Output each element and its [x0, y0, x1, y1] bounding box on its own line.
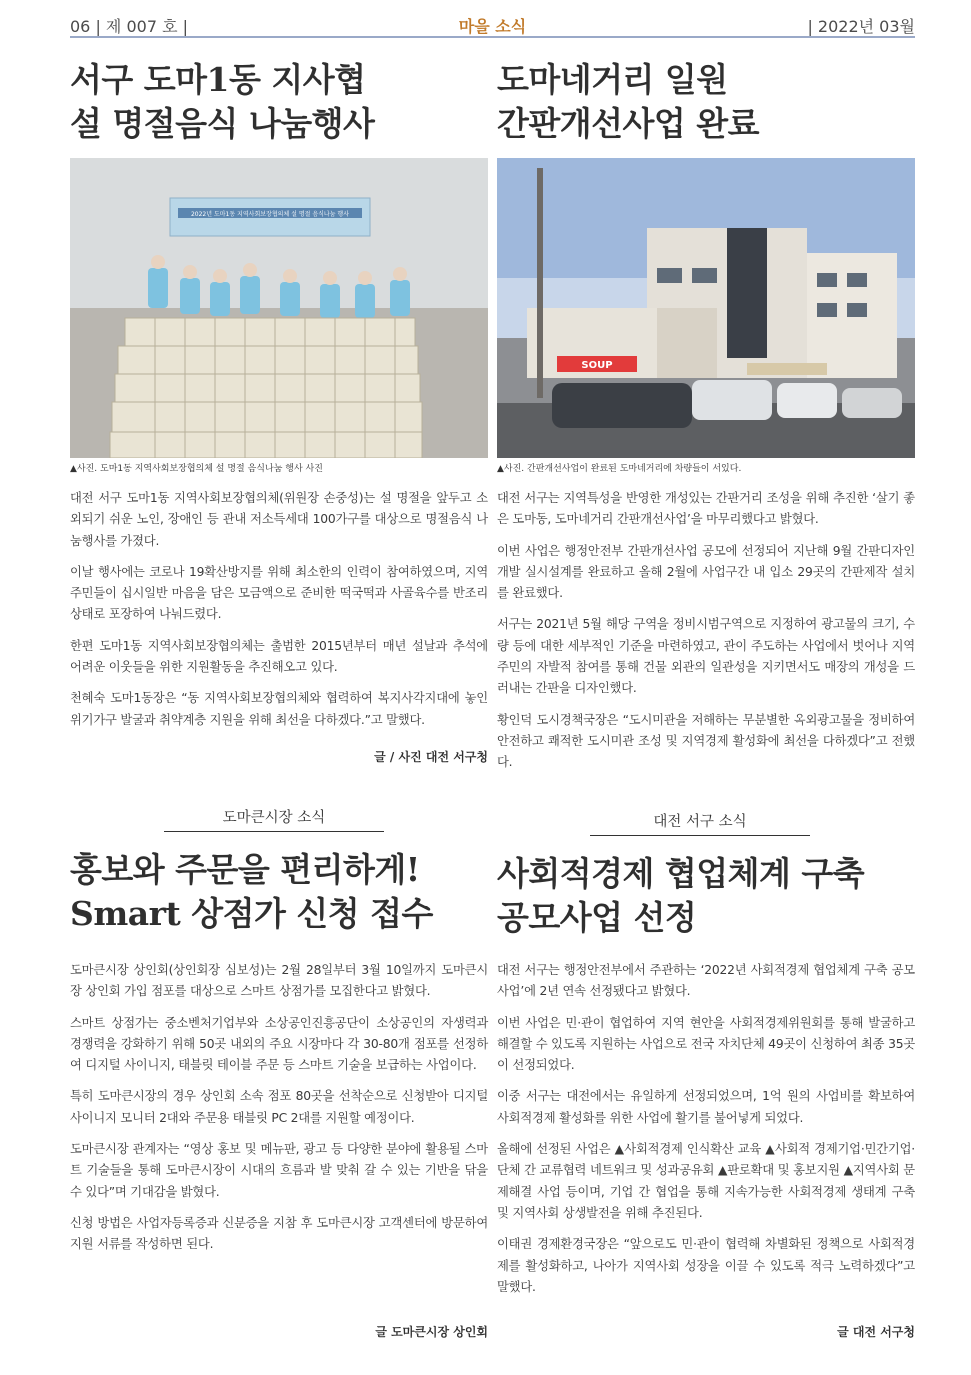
- article3-title-line2: Smart 상점가 신청 접수: [70, 894, 433, 933]
- article4-title-line1: 사회적경제 협업체계 구축: [497, 854, 865, 893]
- article3-paragraph: 도마큰시장 상인회(상인회장 심보성)는 2월 28일부터 3월 10일까지 도마큰시장 상인회 가입 점포를 대상으로 스마트 상점가를 모집한다고 밝혔다.: [70, 963, 488, 999]
- banner-text: 2022년 도마1동 지역사회보장협의체 설 명절 음식나눔 행사: [190, 211, 350, 218]
- issue-number: 06 | 제 007 호 |: [70, 17, 189, 36]
- article1-paragraph: 한편 도마1동 지역사회보장협의체는 출범한 2015년부터 매년 설날과 추석에 어려운 이웃들을 위한 지원활동을 추진해오고 있다.: [70, 638, 488, 675]
- article4-paragraph: 이중 서구는 대전에서는 유일하게 선정되었으며, 1억 원의 사업비를 확보하여 사회적경제 활성화를 위한 사업에 활기를 불어넣게 되었다.: [497, 1089, 915, 1125]
- article4-byline: 글 대전 서구청: [837, 1325, 915, 1339]
- article4-paragraph: 올해에 선정된 사업은 ▲사회적경제 인식확산 교육 ▲사회적 경제기업·민간기업·단체 간 교류협력 네트워크 및 성과공유회 ▲판로확대 및 홍보지원 ▲지역사회 문제해결 사업 등이며, 기업 간 협업을 통해 지속가능한 사회적경제 생태계 구축 및 지역사회 상생발전을 위해 추진된다.: [497, 1142, 915, 1220]
- article3-paragraph: 특히 도마큰시장의 경우 상인회 소속 점포 80곳을 선착순으로 신청받아 디지털 사이니지 모니터 2대와 주문용 태블릿 PC 2대를 지원할 예정이다.: [70, 1089, 488, 1125]
- article1-paragraph: 천혜숙 도마1동장은 “동 지역사회보장협의체와 협력하여 복지사각지대에 놓인 위기가구 발굴과 취약계층 지원을 위해 최선을 다하겠다.”고 말했다.: [70, 691, 488, 727]
- article1-title-line1: 서구 도마1동 지사협: [70, 60, 366, 99]
- article2-photo: [497, 158, 915, 458]
- article3-byline: 글 도마큰시장 상인회: [375, 1325, 488, 1339]
- article1-paragraph: 이날 행사에는 코로나 19확산방지를 위해 최소한의 인력이 참여하였으며, 지역주민들이 십시일반 마음을 담은 모금액으로 준비한 떡국떡과 사골육수를 반조리 상태로 포장하여 나눠드렸다.: [70, 564, 488, 622]
- section-title: 마을 소식: [458, 17, 527, 36]
- page-header: [70, 12, 915, 38]
- article3-paragraph: 도마큰시장 관계자는 “영상 홍보 및 메뉴판, 광고 등 다양한 분야에 활용될 스마트 기술들을 통해 도마큰시장이 시대의 흐름과 발 맞춰 갈 수 있는 기반을 닦을 수 있다”며 기대감을 밝혔다.: [70, 1142, 488, 1199]
- article2-body: [497, 488, 915, 784]
- article2-paragraph: 황인덕 도시경책국장은 “도시미관을 저해하는 무분별한 옥외광고물을 정비하여 안전하고 쾌적한 도시미관 조성 및 지역경제 활성화에 최선을 다하겠다”고 전했다.: [497, 712, 915, 770]
- article3-kicker: 도마큰시장 소식: [164, 806, 384, 832]
- article4-body: [497, 960, 915, 1308]
- article4-paragraph: 이번 사업은 민·관이 협업하여 지역 현안을 사회적경제위원회를 통해 발굴하고 해결할 수 있도록 지원하는 사업으로 전국 자치단체 49곳이 신청하여 최종 35곳이 선정되었다.: [497, 1015, 915, 1073]
- article1-photo: [70, 158, 488, 458]
- article2-photo-caption: ▲사진. 간판개선사업이 완료된 도마네거리에 차량들이 서있다.: [497, 464, 742, 474]
- article4-paragraph: 이태권 경제환경국장은 “앞으로도 민·관이 협력해 차별화된 정책으로 사회적경제를 활성화하고, 나아가 지역사회 성장을 이끌 수 있도록 적극 노력하겠다”고 말했다.: [497, 1237, 915, 1294]
- article1-body: [70, 488, 488, 741]
- article4-paragraph: 대전 서구는 행정안전부에서 주관하는 ‘2022년 사회적경제 협업체계 구축 공모사업’에 2년 연속 선정됐다고 밝혔다.: [497, 963, 915, 999]
- article1-photo-caption: ▲사진. 도마1동 지역사회보장협의체 설 명절 음식나눔 행사 사진: [70, 464, 323, 474]
- article1-byline: 글 / 사진 대전 서구청: [374, 750, 488, 764]
- article2-paragraph: 서구는 2021년 5월 해당 구역을 정비시범구역으로 지정하여 광고물의 크기, 수량 등에 대한 세부적인 기준을 마련하였고, 관이 주도하는 사업에서 벗어나 지역주민의 자발적 참여를 통해 건물 외관의 일관성을 지키면서도 매장의 개성을 드러내는 간판을 디자인했다.: [497, 617, 915, 696]
- article1-title: [70, 58, 488, 146]
- article2-title: [497, 58, 915, 146]
- shop-sign-text: SOUP: [581, 360, 613, 371]
- article3-title-line1: 홍보와 주문을 편리하게!: [70, 850, 420, 889]
- issue-date: | 2022년 03월: [807, 17, 915, 36]
- article1-paragraph: 대전 서구 도마1동 지역사회보장협의체(위원장 손중성)는 설 명절을 앞두고 소외되기 쉬운 노인, 장애인 등 관내 저소득세대 100가구를 대상으로 명절음식 나눔행사를 가졌다.: [70, 491, 488, 548]
- article2-paragraph: 대전 서구는 지역특성을 반영한 개성있는 간판거리 조성을 위해 추진한 ‘살기 좋은 도마동, 도마네거리 간판개선사업’을 마무리했다고 밝혔다.: [497, 491, 915, 527]
- article4-title-line2: 공모사업 선정: [497, 898, 697, 937]
- article3-paragraph: 신청 방법은 사업자등록증과 신분증을 지참 후 도마큰시장 고객센터에 방문하여 지원 서류를 작성하면 된다.: [70, 1215, 488, 1252]
- article2-title-line1: 도마네거리 일원: [497, 60, 728, 99]
- article2-paragraph: 이번 사업은 행정안전부 간판개선사업 공모에 선정되어 지난해 9월 간판디자인개발 실시설계를 완료하고 올해 2월에 사업구간 내 입소 29곳의 간판제작 설치를 완료했다.: [497, 543, 915, 601]
- article1-title-line2: 설 명절음식 나눔행사: [70, 104, 375, 143]
- article4-kicker: 대전 서구 소식: [590, 810, 810, 836]
- article3-body: [70, 960, 488, 1266]
- article4-title: [497, 852, 915, 940]
- article2-title-line2: 간판개선사업 완료: [497, 104, 760, 143]
- article3-title: [70, 848, 488, 936]
- article3-paragraph: 스마트 상점가는 중소벤처기업부와 소상공인진흥공단이 소상공인의 자생력과 경쟁력을 강화하기 위해 50곳 내외의 주요 시장마다 각 30-80개 점포를 선정하여 디지털 사이니지, 태블릿 테이블 주문 등 스마트 기술을 보급하는 사업이다.: [70, 1015, 488, 1073]
